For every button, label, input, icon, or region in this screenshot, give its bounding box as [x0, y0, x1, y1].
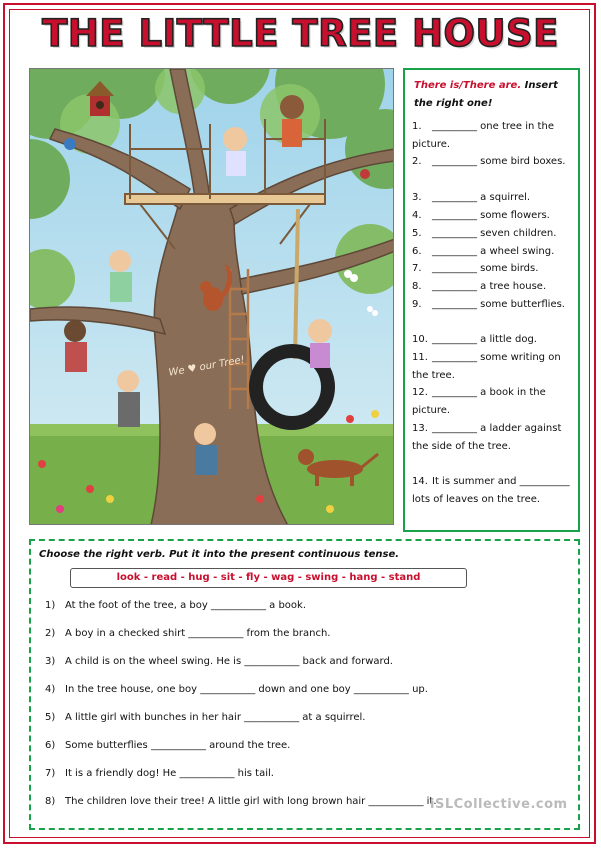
exercise1-heading-rest: Insert the right one!	[414, 80, 558, 109]
exercise1-item: 10. _________ a little dog.	[412, 334, 537, 345]
exercise1-item: 9. _________ some butterflies.	[412, 299, 565, 310]
exercise1-item: 5. _________ seven children.	[412, 228, 557, 239]
tree-house-illustration	[29, 68, 394, 525]
exercise1-item: 13. _________ a ladder against the side of the tree.	[412, 423, 562, 452]
exercise1-heading-red: There is/There are.	[414, 80, 522, 91]
tree-carving: We ♥ our Tree!	[167, 354, 246, 379]
exercise1-heading	[414, 77, 574, 113]
exercise1-item: 4. _________ some flowers.	[412, 210, 550, 221]
verb-bank: look - read - hug - sit - fly - wag - swing - hang - stand	[70, 568, 467, 588]
exercise1-item: 1. _________ one tree in the picture.	[412, 121, 554, 150]
exercise1-item: 14. It is summer and __________ lots of leaves on the tree.	[412, 476, 570, 505]
exercise-present-continuous	[29, 539, 580, 830]
exercise2-item: 2) A boy in a checked shirt ___________ from the branch.	[45, 628, 331, 639]
ladder	[230, 269, 248, 409]
exercise2-item: 3) A child is on the wheel swing. He is ___________ back and forward.	[45, 656, 393, 667]
exercise2-item: 5) A little girl with bunches in her hair ___________ at a squirrel.	[45, 712, 366, 723]
page-title: THE LITTLE TREE HOUSE	[42, 12, 559, 55]
exercise2-item: 1) At the foot of the tree, a boy ___________ a book.	[45, 600, 307, 611]
exercise1-item: 6. _________ a wheel swing.	[412, 246, 555, 257]
exercise2-item: 8) The children love their tree! A little girl with long brown hair ___________ it.	[45, 796, 437, 807]
exercise1-item: 12. _________ a book in the picture.	[412, 387, 546, 416]
exercise1-item: 11. _________ some writing on the tree.	[412, 352, 561, 381]
exercise1-item: 7. _________ some birds.	[412, 263, 539, 274]
watermark: iSLCollective.com	[430, 797, 568, 812]
exercise-there-is-there-are	[403, 68, 580, 532]
exercise2-item: 7) It is a friendly dog! He ___________ his tail.	[45, 768, 274, 779]
exercise2-item: 6) Some butterflies ___________ around the tree.	[45, 740, 291, 751]
exercise1-item: 2. _________ some bird boxes.	[412, 156, 566, 167]
exercise1-item: 3. _________ a squirrel.	[412, 192, 531, 203]
exercise2-item: 4) In the tree house, one boy ___________ down and one boy ___________ up.	[45, 684, 428, 695]
exercise2-heading: Choose the right verb. Put it into the present continuous tense.	[39, 549, 400, 560]
exercise1-item: 8. _________ a tree house.	[412, 281, 547, 292]
